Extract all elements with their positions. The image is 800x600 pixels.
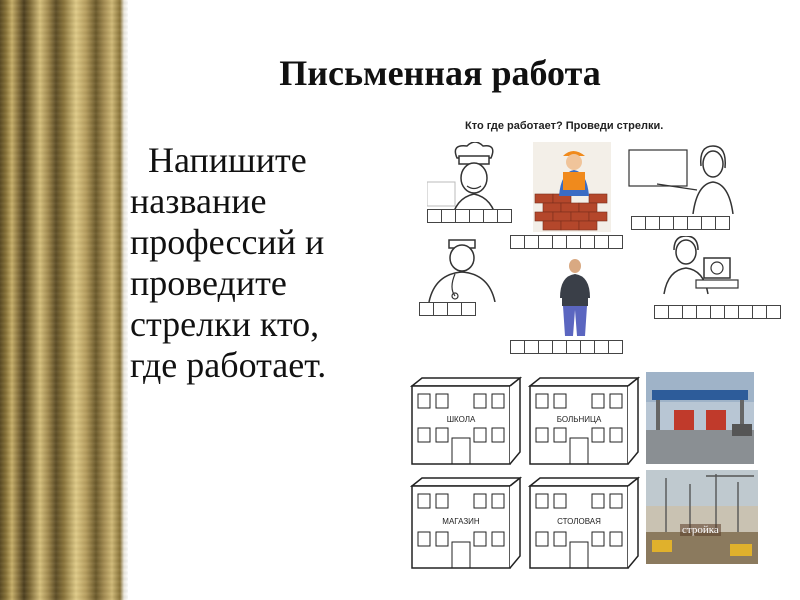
building-label: СТОЛОВАЯ <box>557 517 601 526</box>
worksheet-title: Кто где работает? Проведи стрелки. <box>465 120 664 132</box>
instruction-line: проведите <box>130 263 287 303</box>
building-label: БОЛЬНИЦА <box>556 415 602 424</box>
instruction-line: Напишите <box>148 140 307 180</box>
worker-picture <box>550 258 600 340</box>
doctor-drawing <box>423 230 503 302</box>
construction-site-label: стройка <box>682 524 719 536</box>
professions-worksheet <box>405 116 785 366</box>
answer-boxes-doctor[interactable] <box>419 302 475 316</box>
slide-title: Письменная работа <box>279 53 601 93</box>
answer-boxes-teacher[interactable] <box>631 216 729 230</box>
building-shop <box>410 476 525 571</box>
building-school <box>410 376 525 466</box>
building-label: ШКОЛА <box>446 415 476 424</box>
decorative-gold-pillar <box>0 0 128 600</box>
building-hospital <box>528 376 643 466</box>
instruction-text <box>130 140 420 386</box>
instruction-line: название <box>130 181 267 221</box>
construction-site-photo <box>646 470 758 564</box>
answer-boxes-cook[interactable] <box>427 209 511 223</box>
teacher-drawing <box>627 144 737 214</box>
answer-boxes-shop-assistant[interactable] <box>654 305 780 319</box>
answer-boxes-bricklayer[interactable] <box>510 235 622 249</box>
instruction-line: стрелки кто, <box>130 304 320 344</box>
gas-station-photo <box>646 372 754 464</box>
answer-boxes-worker[interactable] <box>510 340 622 354</box>
shop-assistant-drawing <box>660 236 740 298</box>
bricklayer-picture <box>533 142 611 232</box>
instruction-line: где работает. <box>130 345 327 385</box>
building-canteen <box>528 476 643 571</box>
instruction-line: профессий и <box>130 222 325 262</box>
building-label: МАГАЗИН <box>442 517 480 526</box>
